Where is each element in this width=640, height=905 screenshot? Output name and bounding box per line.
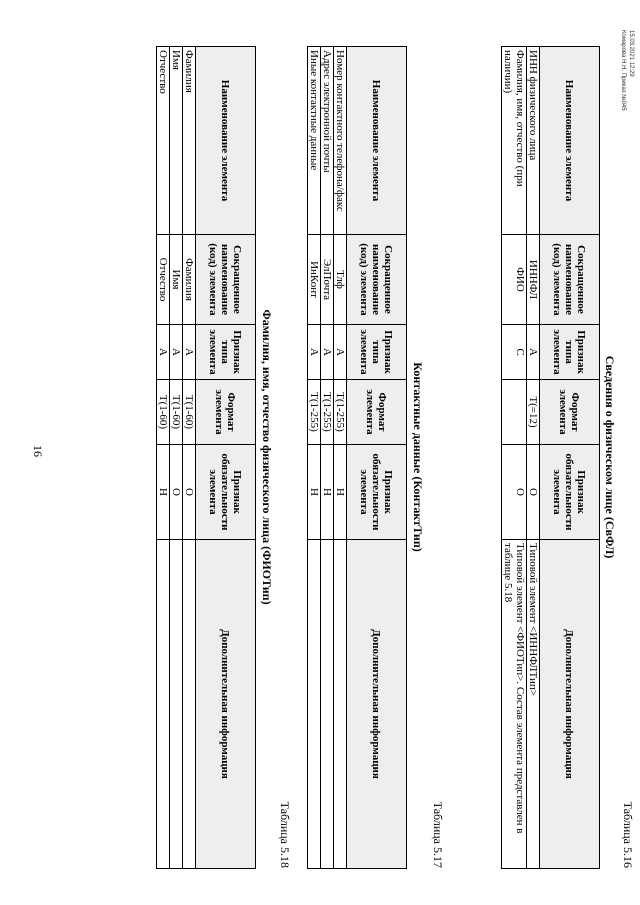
cell-name: Номер контактного телефона/факс	[334, 47, 347, 235]
cell-name: Имя	[170, 47, 183, 235]
cell-name: Фамилия, имя, отчество (при наличии)	[502, 47, 527, 235]
col-header-code: Сокращенное наименование (код) элемента	[196, 235, 256, 325]
cell-name: Отчество	[157, 47, 170, 235]
cell-name: ИНН физического лица	[527, 47, 540, 235]
cell-name: Фамилия	[183, 47, 196, 235]
col-header-name: Наименование элемента	[540, 47, 600, 235]
cell-type: А	[183, 325, 196, 380]
cell-code: ИнКонт	[308, 235, 321, 325]
table-kontakt	[307, 46, 407, 869]
table-row	[334, 47, 347, 869]
cell-info	[321, 540, 334, 869]
cell-required: О	[527, 445, 540, 540]
cell-info: Типовой элемент <ИННФЛТип>	[527, 540, 540, 869]
table-row	[157, 47, 170, 869]
cell-code: ФИО	[502, 235, 527, 325]
electronic-signature-stamp	[619, 30, 635, 111]
table-row	[170, 47, 183, 869]
cell-code: Фамилия	[183, 235, 196, 325]
cell-format: T(1-60)	[157, 380, 170, 445]
page-number: 16	[31, 445, 45, 457]
col-header-code: Сокращенное наименование (код) элемента	[347, 235, 407, 325]
table-title: Сведения о физическом лице (СвФЛ)	[603, 355, 617, 559]
cell-required: Н	[321, 445, 334, 540]
col-header-info: Дополнительная информация	[347, 540, 407, 869]
col-header-format: Формат элемента	[347, 380, 407, 445]
cell-format: T(1-60)	[183, 380, 196, 445]
table-number: Таблица 5.17	[431, 801, 445, 868]
cell-info	[183, 540, 196, 869]
col-header-info: Дополнительная информация	[540, 540, 600, 869]
cell-info	[157, 540, 170, 869]
cell-type: А	[157, 325, 170, 380]
table-number: Таблица 5.16	[621, 801, 635, 868]
cell-format	[502, 380, 527, 445]
cell-required: О	[183, 445, 196, 540]
table-svfl	[501, 46, 600, 869]
table-title: Контактные данные (КонтактТип)	[411, 362, 425, 552]
table-fio	[156, 46, 256, 869]
col-header-type: Признак типа элемента	[196, 325, 256, 380]
cell-format: T(=12)	[527, 380, 540, 445]
cell-format: T(1-60)	[170, 380, 183, 445]
cell-required: О	[170, 445, 183, 540]
table-row	[183, 47, 196, 869]
cell-info: Типовой элемент <ФИОТип>. Состав элемента представлен в таблице 5.18	[502, 540, 527, 869]
cell-type: А	[308, 325, 321, 380]
cell-format: T(1-255)	[334, 380, 347, 445]
table-row	[308, 47, 321, 869]
cell-required: О	[502, 445, 527, 540]
col-header-info: Дополнительная информация	[196, 540, 256, 869]
cell-type: С	[502, 325, 527, 380]
table-row	[527, 47, 540, 869]
col-header-name: Наименование элемента	[347, 47, 407, 235]
cell-code: Отчество	[157, 235, 170, 325]
cell-required: Н	[334, 445, 347, 540]
cell-type: А	[527, 325, 540, 380]
cell-format: T(1-255)	[321, 380, 334, 445]
col-header-required: Признак обязательности элемента	[540, 445, 600, 540]
cell-code: ИННФЛ	[527, 235, 540, 325]
table-row	[321, 47, 334, 869]
col-header-format: Формат элемента	[540, 380, 600, 445]
cell-info	[170, 540, 183, 869]
signature-date: 15.03.2021 12:29	[628, 30, 634, 77]
col-header-type: Признак типа элемента	[540, 325, 600, 380]
cell-name: Адрес электронной почты	[321, 47, 334, 235]
cell-type: А	[170, 325, 183, 380]
cell-type: А	[334, 325, 347, 380]
cell-code: Имя	[170, 235, 183, 325]
cell-type: А	[321, 325, 334, 380]
col-header-code: Сокращенное наименование (код) элемента	[540, 235, 600, 325]
table-row	[502, 47, 527, 869]
cell-name: Иные контактные данные	[308, 47, 321, 235]
col-header-format: Формат элемента	[196, 380, 256, 445]
cell-info	[334, 540, 347, 869]
signature-signer: Комарова Н.Н. Приказ №045	[620, 30, 626, 111]
cell-required: Н	[157, 445, 170, 540]
cell-info	[308, 540, 321, 869]
col-header-required: Признак обязательности элемента	[196, 445, 256, 540]
cell-required: Н	[308, 445, 321, 540]
col-header-name: Наименование элемента	[196, 47, 256, 235]
cell-format: T(1-255)	[308, 380, 321, 445]
table-number: Таблица 5.18	[278, 801, 292, 868]
cell-code: ЭлПочта	[321, 235, 334, 325]
col-header-required: Признак обязательности элемента	[347, 445, 407, 540]
col-header-type: Признак типа элемента	[347, 325, 407, 380]
table-title: Фамилия, имя, отчество физического лица (ФИОТип)	[260, 309, 274, 605]
cell-code: Тлф	[334, 235, 347, 325]
